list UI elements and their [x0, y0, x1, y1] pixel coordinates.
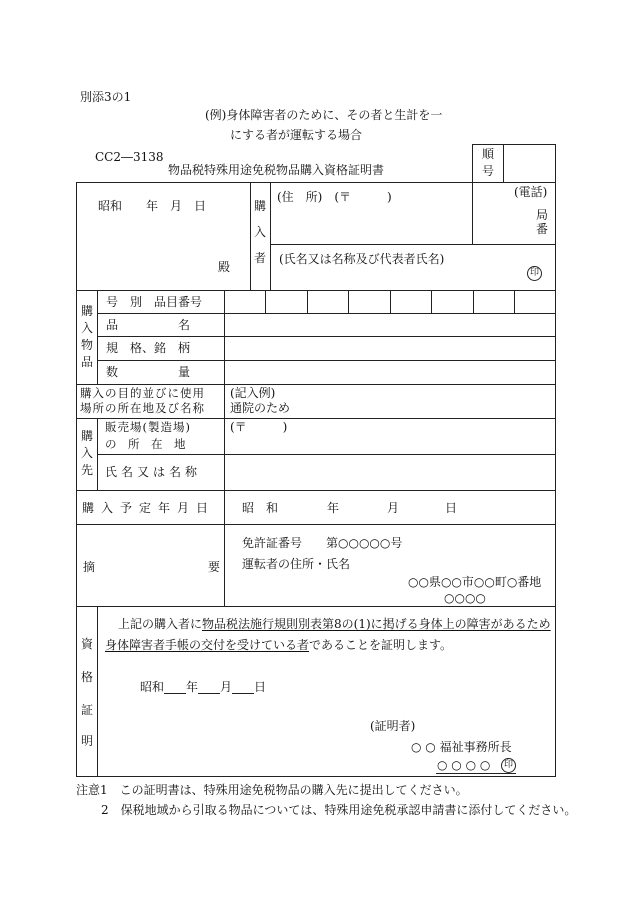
addressee-suffix: 殿 [218, 260, 231, 274]
cert-label-1: 資 [80, 637, 93, 651]
cert-label-3: 証 [80, 703, 93, 717]
cert-text-2b: であることを証明します。 [309, 638, 453, 652]
phone-number: 番 [536, 222, 549, 236]
seller-location-label-2: の 所 在 地 [105, 437, 186, 451]
schedule-day: 日 [445, 501, 458, 515]
cert-text-line1 [118, 617, 551, 631]
certifier-seal-icon: 印 [501, 758, 516, 773]
goods-row-quantity: 数 量 [106, 365, 191, 379]
certifier-office: ○ ○ 福祉事務所長 [411, 740, 512, 754]
issue-date: 昭和 年 月 日 [98, 199, 207, 213]
form-code: CC2―3138 [95, 150, 164, 164]
schedule-era: 昭 和 [242, 501, 279, 515]
example-line-2: にする者が運転する場合 [230, 128, 363, 142]
example-line-1: (例)身体障害者のために、その者と生計を一 [205, 108, 443, 122]
cert-date [140, 680, 266, 694]
driver-address: ○○県○○市○○町○番地 [408, 575, 542, 589]
driver-name: ○○○○ [444, 591, 486, 605]
cert-date-year: 年 [186, 680, 199, 694]
goods-row-item-number: 号 別 品目番号 [106, 295, 203, 309]
certifier-signer: ○ ○ ○ ○ [437, 758, 491, 772]
cert-label-2: 格 [80, 670, 93, 684]
remarks-label-a: 摘 [83, 560, 96, 574]
seller-name-label: 氏名又は名称 [105, 465, 202, 479]
purpose-label-line2: 場所の所在地及び名称 [80, 401, 205, 415]
annex-label: 別添3の1 [80, 90, 132, 104]
seller-location-label-1: 販売場(製造場) [105, 420, 191, 434]
cert-date-era: 昭和 [140, 680, 165, 694]
goods-row-item-name: 品 名 [106, 318, 191, 332]
address-label: (住 所) (〒 ) [277, 190, 392, 204]
seller-label: 購入先 [80, 429, 93, 477]
cert-text-1a: 上記の購入者に [118, 617, 203, 631]
serial-label: 順 号 [481, 147, 494, 178]
purpose-label-line1: 購入の目的並びに使用 [80, 386, 205, 400]
purpose-value-example: (記入例) [230, 386, 276, 400]
document-title: 物品税特殊用途免税物品購入資格証明書 [168, 163, 385, 177]
cert-text-1b: 物品税法施行規則別表第8の(1)に掲げる身体上の障害があるため [202, 617, 551, 631]
buyer-label: 購入者 [253, 199, 266, 265]
cert-date-day: 日 [254, 680, 267, 694]
certifier-label: (証明者) [370, 719, 416, 733]
note-2: 2 保税地域から引取る物品については、特殊用途免税承認申請書に添付してください。 [101, 803, 577, 817]
cert-text-2a: 身体障害者手帳の交付を受けている者 [105, 638, 310, 652]
goods-row-spec-brand: 規 格、銘 柄 [106, 341, 191, 355]
cert-text-line2 [105, 638, 452, 652]
schedule-label: 購入予定年月日 [82, 501, 216, 515]
phone-label: (電話) [514, 185, 548, 199]
goods-label: 購入物品 [80, 304, 93, 369]
cert-date-month: 月 [220, 680, 233, 694]
schedule-month: 月 [387, 501, 400, 515]
cert-label-4: 明 [80, 734, 93, 748]
name-label: (氏名又は名称及び代表者氏名) [279, 252, 445, 266]
buyer-seal-icon: 印 [527, 266, 542, 281]
driver-label: 運転者の住所・氏名 [242, 557, 351, 571]
purpose-value: 通院のため [230, 401, 291, 415]
schedule-year: 年 [327, 501, 340, 515]
license-number: 免許証番号 第○○○○○号 [242, 536, 403, 550]
note-1: 注意1 この証明書は、特殊用途免税物品の購入先に提出してください。 [76, 783, 468, 797]
remarks-label-b: 要 [208, 560, 221, 574]
seller-postal: (〒 ) [230, 420, 288, 434]
phone-station: 局 [536, 208, 549, 222]
